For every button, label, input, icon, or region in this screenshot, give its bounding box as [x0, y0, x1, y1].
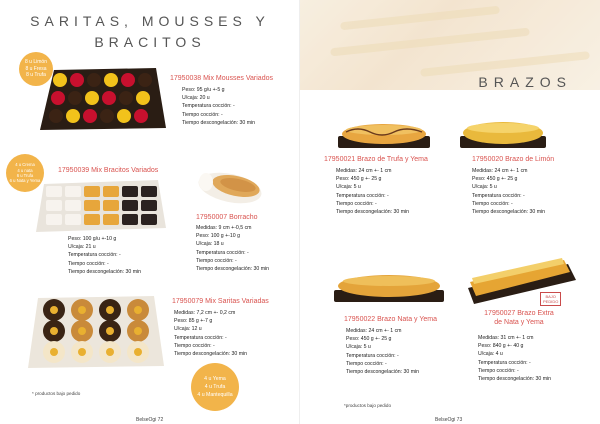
page-number: BelseOgi 72 — [136, 417, 164, 423]
spec-line: Temperatura cocción: - — [346, 352, 399, 359]
badge-line: 8 u Fresa — [25, 65, 47, 72]
product-specs-brazo-extra — [478, 334, 551, 383]
mousse-piece — [87, 73, 101, 87]
sarita-topping — [78, 306, 86, 314]
sarita-topping — [50, 348, 58, 356]
spec-line: U/caja: 12 u — [174, 326, 202, 333]
spec-line: U/caja: 21 u — [68, 244, 96, 251]
section-title — [0, 12, 300, 51]
bracito-piece — [65, 200, 81, 211]
mousse-piece — [117, 109, 131, 123]
sarita-topping — [106, 348, 114, 356]
spec-line: Tiempo cocción: - — [68, 260, 109, 267]
spec-line: U/caja: 18 u — [196, 241, 224, 248]
spec-line: Medidas: 7,2 cm +- 0,2 cm — [174, 310, 236, 316]
footnote: *productos bajo pedido — [344, 403, 391, 408]
sarita-topping — [134, 327, 142, 335]
footnote: * productos bajo pedido — [32, 391, 81, 396]
mousse-piece — [100, 109, 114, 123]
spec-line: Temperatura cocción: - — [68, 252, 121, 259]
bracito-piece — [84, 200, 100, 211]
product-specs-saritas — [174, 309, 247, 358]
section-title: BRAZOS — [478, 74, 572, 90]
badge-line: 6 u Nata y Yema — [9, 178, 41, 184]
product-name-borracho: 17950007 Borracho — [196, 214, 258, 221]
bracito-piece — [84, 214, 100, 225]
mousse-piece — [70, 73, 84, 87]
spec-line: U/caja: 20 u — [182, 95, 210, 102]
spec-line: Tiempo descongelación: 30 min — [196, 266, 270, 273]
brazo-trufa-yema-image — [338, 118, 430, 150]
spec-line: Temperatura cocción: - — [174, 334, 227, 341]
sarita-topping — [106, 327, 114, 335]
badge-line: 8 u Limón — [25, 59, 47, 66]
mousse-piece — [119, 91, 133, 105]
spec-line: Tiempo cocción: - — [336, 200, 377, 207]
bracito-piece — [141, 186, 157, 197]
product-specs-brazo-limon — [472, 167, 545, 216]
spec-line: Tiempo descongelación: 30 min — [174, 351, 248, 358]
sarita-topping — [78, 348, 86, 356]
sarita-topping — [106, 306, 114, 314]
spec-line: U/caja: 5 u — [336, 184, 361, 191]
borracho-image — [194, 164, 264, 208]
sarita-topping — [50, 306, 58, 314]
spec-line: U/caja: 5 u — [472, 184, 497, 191]
bracito-piece — [141, 214, 157, 225]
bracito-piece — [46, 200, 62, 211]
spec-line: Peso: 840 g +- 40 g — [478, 343, 524, 350]
product-specs-mousses — [182, 86, 255, 127]
spec-line: Medidas: 24 cm +- 1 cm — [346, 328, 402, 334]
stamp-line: PEDIDO — [543, 299, 559, 304]
spec-line: Temperatura cocción: - — [182, 103, 235, 110]
badge-line: 4 u Mantequilla — [197, 392, 233, 398]
bracito-piece — [103, 200, 119, 211]
saritas-tray-image — [28, 292, 164, 370]
bracito-piece — [65, 214, 81, 225]
spec-line: Medidas: 9 cm +-0,5 cm — [196, 225, 252, 231]
product-name-line: 17950027 Brazo Extra — [484, 310, 554, 317]
bracito-piece — [84, 186, 100, 197]
spec-line: Tiempo cocción: - — [478, 367, 519, 374]
spec-line: Peso: 85 g +-7 g — [174, 318, 213, 325]
spec-line: Peso: 95 g/u +-5 g — [182, 87, 225, 93]
product-name-brazo-trufa-yema: 17950021 Brazo de Trufa y Yema — [324, 156, 428, 163]
spec-line: Temperatura cocción: - — [472, 192, 525, 199]
badge-line: 6 u Trufa — [16, 173, 34, 178]
bracito-piece — [122, 200, 138, 211]
bracito-piece — [46, 214, 62, 225]
spec-line: Tiempo cocción: - — [174, 342, 215, 349]
mousse-piece — [134, 109, 148, 123]
bracito-piece — [103, 186, 119, 197]
product-specs-brazo-trufa-yema — [336, 167, 409, 216]
sarita-topping — [50, 327, 58, 335]
section-title-line2: BRACITOS — [94, 34, 206, 50]
stamp-line: BAJO — [545, 294, 556, 299]
variety-badge-saritas — [191, 363, 239, 411]
spec-line: Peso: 100 g +-10 g — [196, 233, 240, 240]
sarita-topping — [134, 348, 142, 356]
spec-line: Tiempo descongelación: 30 min — [182, 119, 256, 126]
spec-line: Temperatura cocción: - — [478, 359, 531, 366]
brazo-limon-image — [460, 116, 546, 150]
sarita-topping — [78, 327, 86, 335]
product-specs-borracho — [196, 224, 269, 273]
spec-line: U/caja: 5 u — [346, 344, 371, 351]
product-name-brazo-limon: 17950020 Brazo de Limón — [472, 156, 555, 163]
spec-line: Peso: 450 g +- 25 g — [346, 336, 392, 343]
spec-line: Tiempo descongelación: 30 min — [472, 209, 546, 216]
mousse-piece — [49, 109, 63, 123]
spec-line: Temperatura cocción: - — [196, 249, 249, 256]
bracito-piece — [122, 186, 138, 197]
bracito-piece — [141, 200, 157, 211]
section-title-line1: SARITAS, MOUSSES Y — [30, 13, 270, 29]
spec-line: Tiempo descongelación: 30 min — [478, 376, 552, 383]
mousse-piece — [83, 109, 97, 123]
mousse-piece — [102, 91, 116, 105]
spec-line: Tiempo cocción: - — [346, 360, 387, 367]
product-name-saritas: 17950079 Mix Saritas Variadas — [172, 298, 269, 305]
bracito-piece — [122, 214, 138, 225]
bracito-piece — [103, 214, 119, 225]
product-name-line: de Nata y Yema — [494, 319, 544, 326]
brazo-nata-yema-image — [334, 268, 444, 304]
product-specs-brazo-nata-yema — [346, 327, 419, 376]
mousse-piece — [51, 91, 65, 105]
page-number: BelseOgi 73 — [435, 417, 463, 423]
product-specs-bracitos — [68, 235, 141, 276]
mousse-piece — [85, 91, 99, 105]
mousse-piece — [121, 73, 135, 87]
product-name-bracitos: 17950039 Mix Bracitos Variados — [58, 167, 159, 174]
sarita-topping — [134, 306, 142, 314]
spec-line: Tiempo descongelación: 30 min — [346, 369, 420, 376]
badge-line: 4 u Yema — [204, 376, 226, 382]
badge-line: 8 u Trufa — [26, 72, 46, 79]
spec-line: Medidas: 31 cm +- 1 cm — [478, 335, 534, 341]
badge-line: 4 u nata — [17, 167, 33, 173]
mousse-piece — [66, 109, 80, 123]
badge-line: 4 u Crema — [15, 162, 35, 168]
spec-line: Peso: 100 g/u +-10 g — [68, 236, 117, 242]
spec-line: Tiempo cocción: - — [196, 257, 237, 264]
bracitos-tray-image — [36, 178, 166, 234]
product-name-mousses: 17950038 Mix Mousses Variados — [170, 75, 273, 82]
mousse-piece — [68, 91, 82, 105]
mousse-piece — [138, 73, 152, 87]
badge-line: 4 u Trufa — [204, 384, 226, 390]
spec-line: Medidas: 24 cm +- 1 cm — [472, 168, 528, 174]
right-page — [300, 0, 600, 424]
product-name-brazo-nata-yema: 17950022 Brazo Nata y Yema — [344, 316, 438, 323]
spec-line: Temperatura cocción: - — [336, 192, 389, 199]
mousses-tray-image — [40, 66, 166, 132]
spec-line: Medidas: 24 cm +- 1 cm — [336, 168, 392, 174]
spec-line: U/caja: 4 u — [478, 351, 503, 358]
spec-line: Tiempo cocción: - — [472, 200, 513, 207]
bracito-piece — [46, 186, 62, 197]
spec-line: Peso: 450 g +- 25 g — [472, 176, 518, 183]
bracito-piece — [65, 186, 81, 197]
mousse-piece — [136, 91, 150, 105]
product-name-brazo-extra — [478, 309, 560, 327]
spec-line: Peso: 450 g +- 25 g — [336, 176, 382, 183]
bajo-pedido-stamp — [540, 292, 561, 306]
spec-line: Tiempo descongelación: 30 min — [336, 209, 410, 216]
mousse-piece — [53, 73, 67, 87]
spec-line: Tiempo descongelación: 30 min — [68, 268, 142, 275]
spec-line: Tiempo cocción: - — [182, 111, 223, 118]
mousse-piece — [104, 73, 118, 87]
